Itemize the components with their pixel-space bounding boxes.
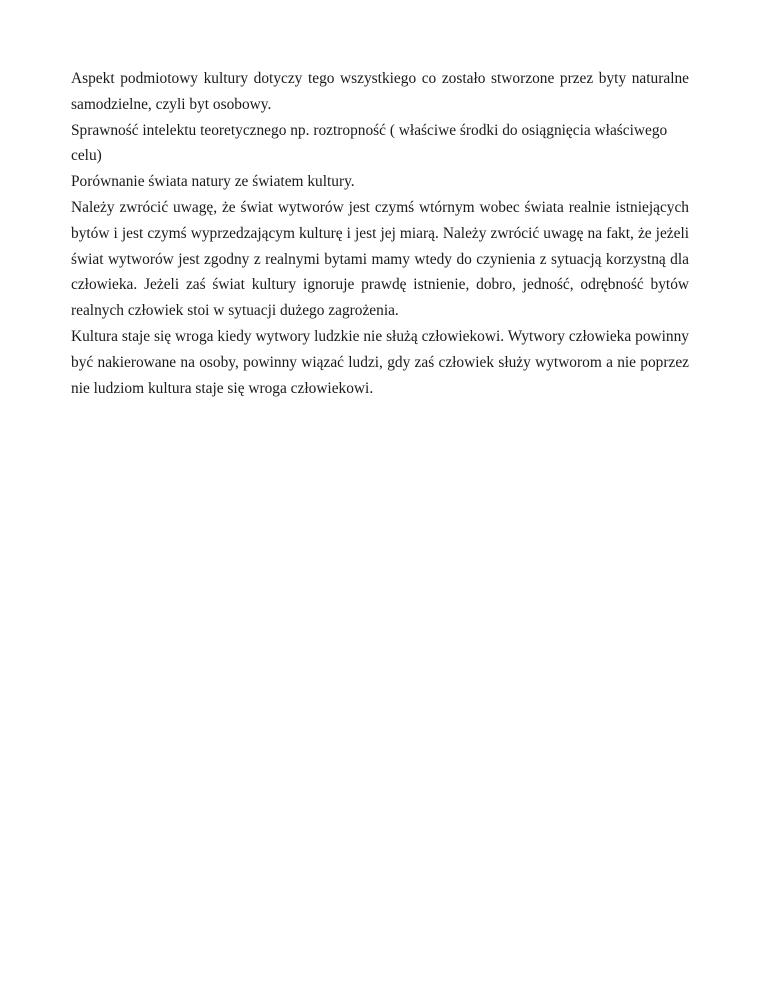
document-body (71, 66, 689, 401)
paragraph-world-of-products: Należy zwrócić uwagę, że świat wytworów jest czymś wtórnym wobec świata realnie istniejących bytów i jest czymś wyprzedzającym kulturę i jest jej miarą. Należy zwrócić uwagę na fakt, że jeżeli świat wytworów jest zgodny z realnymi bytami mamy wtedy do czynienia z sytuacją korzystną dla człowieka. Jeżeli zaś świat kultury ignoruje prawdę istnienie, dobro, jedność, odrębność bytów realnych człowiek stoi w sytuacji dużego zagrożenia. (71, 198, 689, 320)
paragraph-intellect-skill: Sprawność intelektu teoretycznego np. roztropność ( właściwe środki do osiągnięcia właściwego celu) (71, 121, 668, 165)
paragraph-subjective-aspect: Aspekt podmiotowy kultury dotyczy tego wszystkiego co zostało stworzone przez byty naturalne samodzielne, czyli byt osobowy. (71, 70, 689, 113)
paragraph-comparison: Porównanie świata natury ze światem kultury. (71, 173, 355, 191)
paragraph-hostile-culture: Kultura staje się wroga kiedy wytwory ludzkie nie służą człowiekowi. Wytwory człowieka powinny być nakierowane na osoby, powinny wiązać ludzi, gdy zaś człowiek służy wytworom a nie poprzez nie ludziom kultura staje się wroga człowiekowi. (71, 327, 689, 397)
